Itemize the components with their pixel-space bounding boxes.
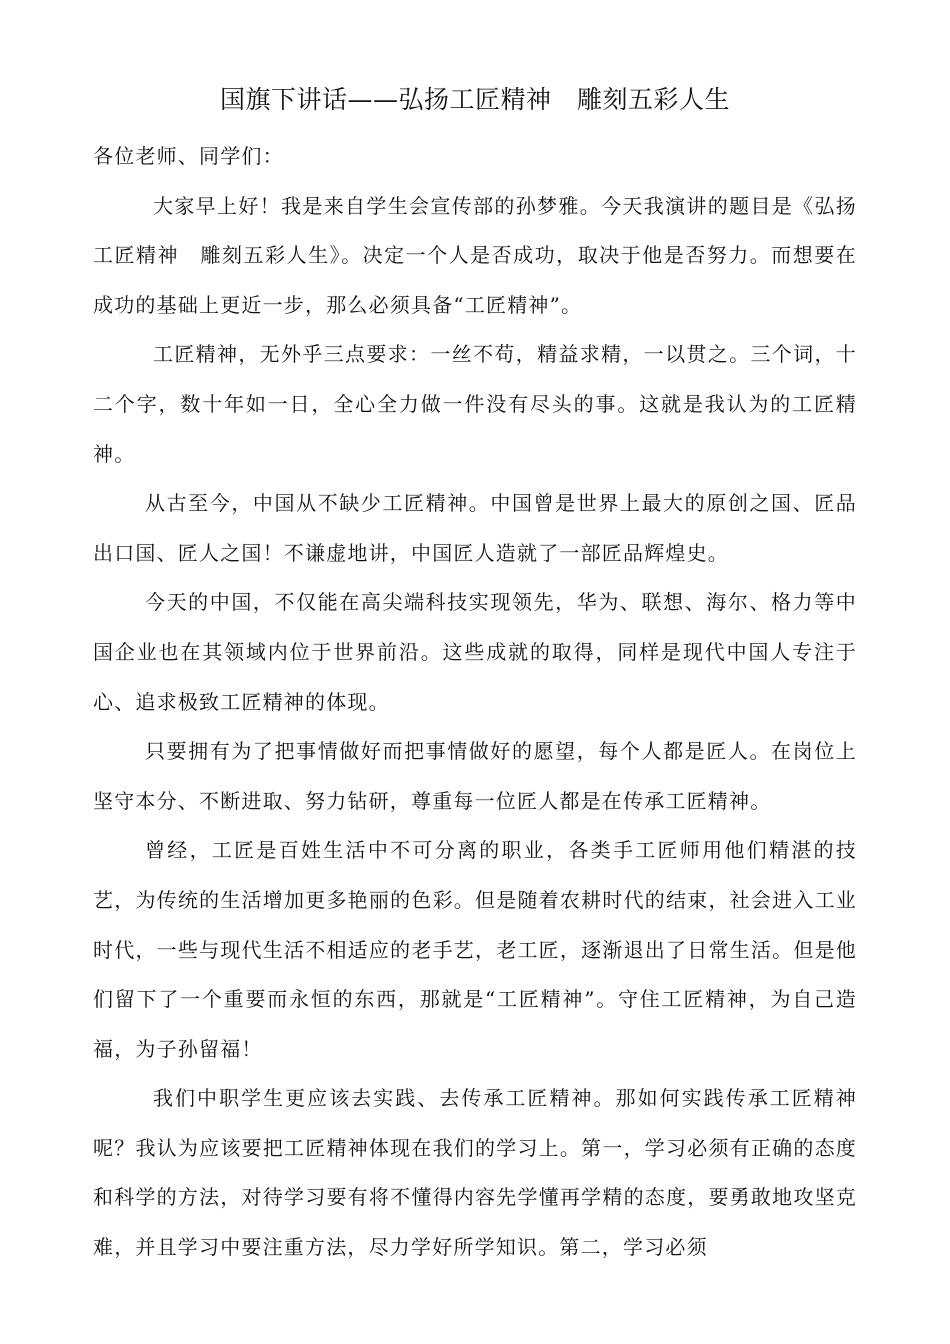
paragraph-past-craftsmen: 曾经，工匠是百姓生活中不可分离的职业，各类手工匠师用他们精湛的技艺，为传统的生活增加更多艳丽的色彩。但是随着农耕时代的结束，社会进入工业时代，一些与现代生活不相适应的老手艺，老工匠，逐渐退出了日常生活。但是他们留下了一个重要而永恒的东西，那就是“工匠精神”。守住工匠精神，为自己造福，为子孙留福！ [93, 838, 857, 1061]
paragraph-china-history: 从古至今，中国从不缺少工匠精神。中国曾是世界上最大的原创之国、匠品出口国、匠人之国！不谦虚地讲，中国匠人造就了一部匠品辉煌史。 [93, 491, 857, 565]
paragraph-craftsman-definition: 工匠精神，无外乎三点要求：一丝不苟，精益求精，一以贯之。三个词，十二个字，数十年如一日，全心全力做一件没有尽头的事。这就是我认为的工匠精神。 [93, 342, 857, 466]
speech-body [93, 132, 857, 1273]
salutation: 各位老师、同学们： [93, 144, 284, 168]
paragraph-vocational-students: 我们中职学生更应该去实践、去传承工匠精神。那如何实践传承工匠精神呢？我认为应该要把工匠精神体现在我们的学习上。第一，学习必须有正确的态度和科学的方法，对待学习要有将不懂得内容先学懂再学精的态度，要勇敢地攻坚克难，并且学习中要注重方法，尽力学好所学知识。第二，学习必须 [93, 1086, 857, 1260]
paragraph-modern-china: 今天的中国，不仅能在高尖端科技实现领先，华为、联想、海尔、格力等中国企业也在其领域内位于世界前沿。这些成就的取得，同样是现代中国人专注于心、追求极致工匠精神的体现。 [93, 590, 857, 714]
paragraph-everyone-craftsman: 只要拥有为了把事情做好而把事情做好的愿望，每个人都是匠人。在岗位上坚守本分、不断进取、努力钻研，尊重每一位匠人都是在传承工匠精神。 [93, 739, 857, 813]
paragraph-greeting: 大家早上好！我是来自学生会宣传部的孙梦雅。今天我演讲的题目是《弘扬工匠精神 雕刻五彩人生》。决定一个人是否成功，取决于他是否努力。而想要在成功的基础上更近一步，那么必须具备“工匠精神”。 [93, 193, 857, 317]
speech-title: 国旗下讲话——弘扬工匠精神 雕刻五彩人生 [219, 85, 730, 114]
